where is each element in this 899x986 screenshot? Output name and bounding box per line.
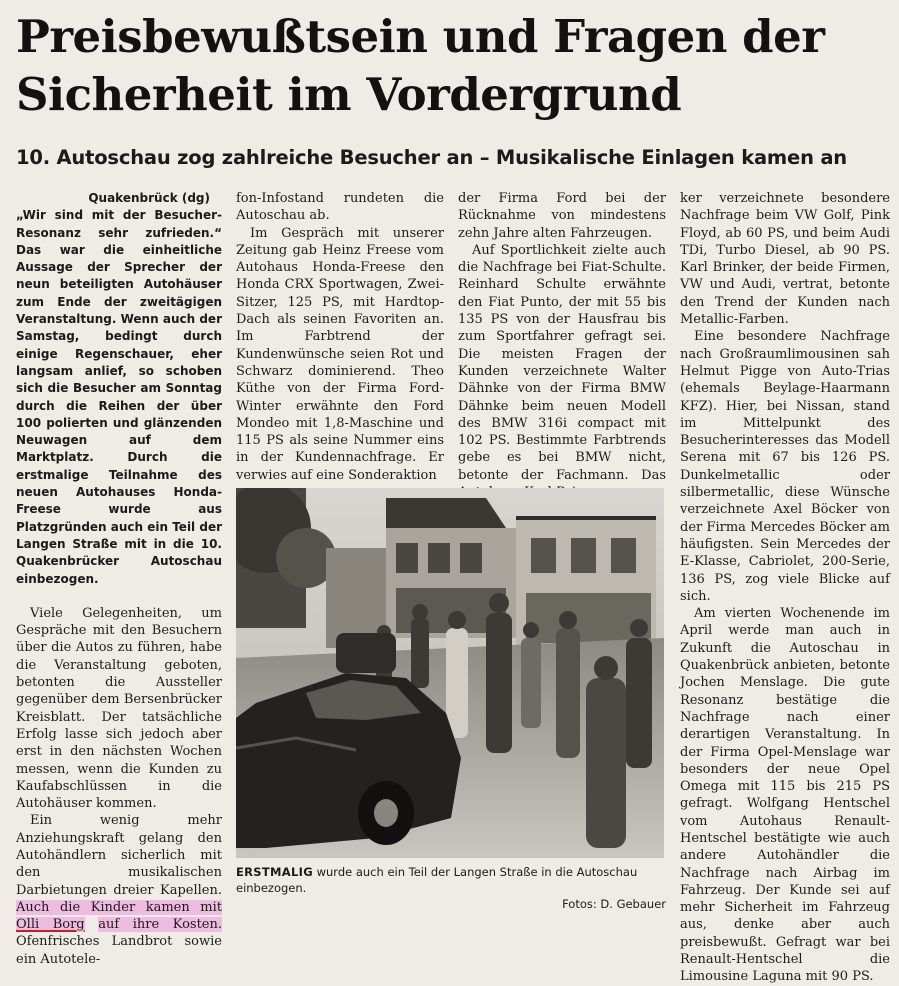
photo-credit: Fotos: D. Gebauer	[562, 897, 666, 911]
headline-line-2: Sicherheit im Vordergrund	[16, 68, 682, 121]
article-column-3	[458, 190, 666, 501]
subheadline: 10. Autoschau zog zahlreiche Besucher an – Musikalische Einlagen kamen an	[16, 146, 847, 169]
intro-paragraph	[16, 190, 222, 588]
dateline: Quakenbrück (dg)	[88, 191, 210, 205]
paragraph: Auf Sportlichkeit zielte auch die Nachfrage bei Fiat-Schulte. Reinhard Schulte erwähnte den Fiat Punto, der mit 55 bis 135 PS von der Hausfrau bis zum Sportfahrer gefragt sei. Die meisten Fragen der Kunden verzeichnete Walter Dähnke von der Firma BMW Dähnke beim neuen Modell des BMW 316i compact mit 102 PS. Bestimmte Farbtrends gebe es bei BMW nicht, betonte der Fachmann. Das	[458, 242, 666, 483]
street-photo	[236, 488, 664, 858]
caption-lead: ERSTMALIG	[236, 865, 313, 879]
photo-caption	[236, 864, 666, 912]
paragraph: ker verzeichnete besondere Nachfrage beim VW Golf, Pink Floyd, ab 60 PS, und beim Audi TDi, Turbo Diesel, ab 90 PS. Karl Brinker, der beide Firmen, VW und Audi, vertrat, betonte den Trend der Kunden nach Metallic-Farben.	[680, 191, 890, 328]
highlighted-text: Auch die Kinder kamen mit	[16, 899, 222, 915]
highlighted-text: auf ihre Kosten.	[98, 917, 222, 933]
paragraph: Im Gespräch mit unserer Zeitung gab Heinz Freese vom Autohaus Honda-Freese den Honda CRX Sportwagen, Zwei-Sitzer, 125 PS, mit Hardtop-Dach als seinen Favoriten an. Im Farbtrend der Kundenwünsche seien Rot und Schwarz dominierend. Theo Küthe von der Firma Ford-Winter erwähnte den Ford Mondeo mit 1,8-Maschine und 115 PS als seine Nummer eins in der Kundennachfrage. Er verwies auf eine Sonderaktion	[236, 225, 444, 483]
paragraph-text: Ofenfrisches Landbrot sowie ein Autotele-	[16, 934, 222, 967]
caption-text: wurde auch ein Teil der Langen Straße in die Autoschau einbezogen.	[236, 865, 638, 895]
paragraph: der Firma Ford bei der Rücknahme von mindestens zehn Jahre alten Fahrzeugen.	[458, 191, 666, 241]
paragraph: fon-Infostand rundeten die Autoschau ab.	[236, 191, 444, 224]
paragraph-text: Ein wenig mehr Anziehungskraft gelang den Autohändlern sicherlich mit den musikalischen Darbietungen dreier Kapellen.	[16, 813, 222, 898]
paragraph-highlighted	[16, 812, 222, 968]
paragraph: Am vierten Wochenende im April werde man auch in Zukunft die Autoschau in Quakenbrück anbieten, betonte Jochen Menslage. Die gute Resonanz bestätige die Nachfrage nach einer derartigen Veranstaltung. In der Firma Opel-Menslage war besonders der neue Opel Omega mit 115 bis 215 PS gefragt. Wolfgang Hentschel vom Autohaus Renault-Hentschel bestätigte wie auch andere Autohändler die Nachfrage nach Airbag im Fahrzeug. Der Kunde sei auf mehr Sicherheit im Fahrzeug aus, denke aber auch preisbewußt. Gefragt war bei Renault-Hentschel die Limousine Laguna mit 90 PS.	[680, 606, 890, 985]
underlined-name: Olli Borg	[16, 917, 85, 933]
article-column-1	[16, 190, 222, 968]
article-column-2	[236, 190, 444, 484]
headline	[16, 8, 886, 124]
street-scene-image	[236, 488, 664, 858]
headline-line-1: Preisbewußtsein und Fragen der	[16, 10, 825, 63]
article-column-4	[680, 190, 890, 986]
paragraph: Viele Gelegenheiten, um Gespräche mit den Besuchern über die Autos zu führen, habe die Veranstaltung geboten, betonten die Aussteller gegenüber dem Bersenbrücker Kreisblatt. Der tatsächliche Erfolg lasse sich jedoch aber erst in den nächsten Wochen messen, wenn die Kunden zu Kaufabschlüssen in die Autohäuser kommen.	[16, 605, 222, 812]
paragraph: Eine besondere Nachfrage nach Großraumlimousinen sah Helmut Pigge von Auto-Trias (ehemals Beylage-Haarmann KFZ). Hier, bei Nissan, stand im Mittelpunkt des Besucherinteresses das Modell Serena mit 67 bis 126 PS. Dunkelmetallic oder silbermetallic, diese Wünsche verzeichnete Axel Böcker von der Firma Mercedes Böcker am häufigsten. Sein Mercedes der E-Klasse, Cabriolet, 200-Serie, 136 PS, zog viele Blicke auf sich.	[680, 329, 890, 604]
intro-text: „Wir sind mit der Besucher-Resonanz sehr zufrieden.“ Das war die einheitliche Aussage der Sprecher der neun beteiligten Autohäuser zum Ende der zweitägigen Veranstaltung. Wenn auch der Samstag, bedingt durch einige Regenschauer, eher langsam anlief, so schoben sich die Besucher am Sonntag durch die Reihen der über 100 polierten und glänzenden Neuwagen auf dem Marktplatz. Durch die erstmalige Teilnahme des neuen Autohauses Honda-Freese wurde aus Platzgründen auch ein Teil der Langen Straße mit in die 10. Quakenbrücker Autoschau einbezogen.	[16, 208, 222, 586]
